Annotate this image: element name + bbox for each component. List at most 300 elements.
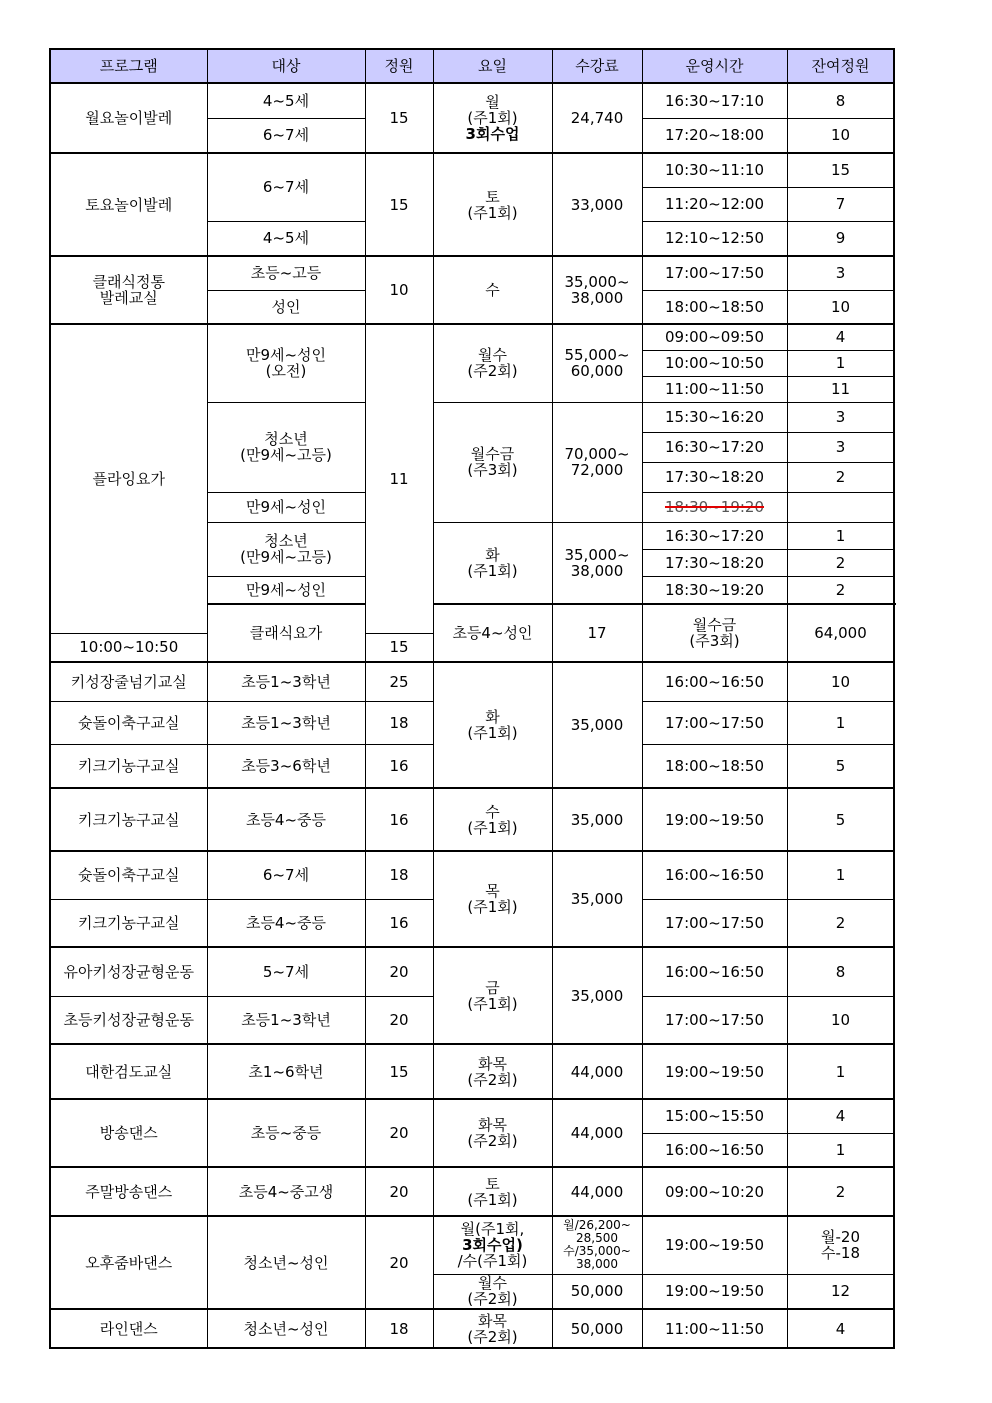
table-cell bbox=[642, 462, 787, 492]
cell-line: 월(주1회, bbox=[460, 1220, 525, 1239]
table-cell bbox=[50, 788, 207, 851]
table-row bbox=[50, 1099, 894, 1133]
cell-text: 청소년~성인 bbox=[243, 1319, 329, 1338]
table-cell bbox=[787, 376, 894, 402]
table-cell bbox=[642, 350, 787, 376]
cell-text: 10:00~10:50 bbox=[664, 354, 765, 372]
cell-text: 4 bbox=[835, 1107, 846, 1126]
table-cell bbox=[787, 851, 894, 899]
cell-text: 20 bbox=[389, 1182, 409, 1201]
table-row bbox=[50, 1044, 894, 1099]
table-cell bbox=[787, 549, 894, 576]
cell-line: (주1회) bbox=[467, 109, 518, 127]
cell-text: 청소년~성인 bbox=[243, 1253, 329, 1272]
cell-line: 수-18 bbox=[821, 1244, 860, 1263]
cell-text: 12:10~12:50 bbox=[664, 229, 765, 248]
cell-text: 18:00~18:50 bbox=[664, 756, 765, 775]
table-cell bbox=[787, 1274, 894, 1309]
cell-text: 오후줌바댄스 bbox=[85, 1253, 173, 1272]
table-cell bbox=[365, 324, 433, 633]
cell-line: 수/35,000~ bbox=[563, 1244, 631, 1259]
table-cell bbox=[50, 1044, 207, 1099]
cell-text: 초등4~중고생 bbox=[238, 1182, 334, 1201]
table-row bbox=[50, 851, 894, 899]
cell-text: 09:00~09:50 bbox=[664, 328, 765, 347]
table-cell bbox=[433, 662, 552, 788]
cell-text: 수 bbox=[485, 281, 500, 299]
table-cell bbox=[552, 522, 642, 604]
cell-text: 24,740 bbox=[570, 109, 624, 127]
cell-text: 키크기농구교실 bbox=[78, 810, 180, 829]
cell-line: 35,000~ bbox=[564, 545, 630, 564]
cell-text: 10 bbox=[389, 281, 409, 299]
cell-text: 15 bbox=[389, 195, 409, 214]
cell-line: 38,000 bbox=[576, 1257, 618, 1272]
table-body bbox=[50, 83, 894, 1348]
table-cell bbox=[433, 1274, 552, 1309]
cell-text: 1 bbox=[835, 1062, 846, 1081]
table-cell bbox=[433, 788, 552, 851]
table-cell bbox=[787, 290, 894, 324]
cell-text: 10:00~10:50 bbox=[79, 638, 179, 657]
table-cell bbox=[642, 947, 787, 996]
table-cell bbox=[552, 662, 642, 788]
table-cell bbox=[552, 788, 642, 851]
cell-line: 28,500 bbox=[576, 1231, 618, 1246]
cell-line: (주2회) bbox=[467, 1132, 518, 1150]
table-cell bbox=[365, 662, 433, 701]
table-cell bbox=[787, 522, 894, 549]
cell-line: 토 bbox=[485, 1174, 500, 1193]
cell-text: 10:30~11:10 bbox=[664, 161, 765, 180]
cell-line: 화 bbox=[485, 545, 500, 564]
cell-text: 1 bbox=[835, 713, 846, 732]
cell-line: 월수 bbox=[478, 346, 507, 365]
table-row bbox=[50, 256, 894, 290]
cell-text: 초1~6학년 bbox=[248, 1062, 324, 1081]
table-cell bbox=[787, 402, 894, 432]
table-row bbox=[50, 153, 894, 187]
table-cell bbox=[50, 996, 207, 1044]
table-cell bbox=[207, 851, 365, 899]
table-cell bbox=[207, 221, 365, 256]
table-row bbox=[50, 83, 894, 118]
cell-text: 키크기농구교실 bbox=[78, 913, 180, 932]
cell-text: 20 bbox=[389, 962, 409, 981]
cell-line: 토 bbox=[485, 187, 500, 206]
header-time: 운영시간 bbox=[642, 49, 787, 83]
cell-text: 17:30~18:20 bbox=[664, 553, 765, 572]
table-cell bbox=[365, 153, 433, 256]
cell-text: 성인 bbox=[271, 297, 301, 316]
cell-line: (주2회) bbox=[467, 1327, 518, 1346]
table-cell bbox=[207, 290, 365, 324]
table-cell bbox=[787, 996, 894, 1044]
table-cell bbox=[642, 1309, 787, 1348]
cell-text: 17:00~17:50 bbox=[664, 913, 765, 932]
cell-line: 금 bbox=[485, 978, 500, 997]
cell-text: 초등4~중등 bbox=[245, 913, 327, 932]
cell-text: 16:00~16:50 bbox=[664, 866, 765, 885]
cell-text: 9 bbox=[835, 229, 846, 248]
table-cell bbox=[50, 256, 207, 324]
cell-line: (주2회) bbox=[467, 362, 518, 381]
cell-line: (오전) bbox=[265, 362, 307, 381]
table-cell bbox=[552, 153, 642, 256]
cell-text: 18 bbox=[389, 1319, 409, 1338]
header-target: 대상 bbox=[207, 49, 365, 83]
table-cell bbox=[642, 522, 787, 549]
cell-text: 키크기농구교실 bbox=[78, 756, 180, 775]
cell-text: 6~7세 bbox=[262, 126, 310, 145]
class-schedule-table bbox=[49, 48, 895, 1349]
cell-line: 38,000 bbox=[570, 561, 624, 580]
cell-text: 10 bbox=[830, 1010, 851, 1029]
cell-text: 17:00~17:50 bbox=[664, 1010, 765, 1029]
cell-text: 15 bbox=[389, 1062, 409, 1081]
cell-text: 44,000 bbox=[570, 1182, 624, 1201]
cell-text: 초등1~3학년 bbox=[241, 713, 331, 732]
table-cell bbox=[642, 187, 787, 221]
table-cell bbox=[365, 701, 433, 744]
cell-line: 월 bbox=[485, 93, 500, 111]
table-cell bbox=[787, 1167, 894, 1216]
table-cell bbox=[433, 851, 552, 947]
header-row bbox=[50, 49, 894, 83]
table-cell bbox=[433, 1216, 552, 1274]
cell-line: 청소년 bbox=[264, 430, 308, 448]
cell-text: 4~5세 bbox=[262, 229, 310, 248]
cell-text: 1 bbox=[835, 1140, 846, 1159]
cell-text: 18:30~19:20 bbox=[664, 498, 765, 516]
table-cell bbox=[642, 376, 787, 402]
table-cell bbox=[642, 1167, 787, 1216]
table-cell bbox=[365, 1099, 433, 1167]
cell-text: 6~7세 bbox=[262, 866, 310, 885]
table-cell bbox=[433, 256, 552, 324]
cell-text: 4~5세 bbox=[262, 91, 310, 110]
table-cell bbox=[433, 1099, 552, 1167]
table-cell bbox=[552, 1099, 642, 1167]
cell-line: (주3회) bbox=[467, 461, 518, 479]
table-cell bbox=[365, 1044, 433, 1099]
cell-line: 클래식정통 bbox=[92, 273, 165, 291]
table-cell bbox=[642, 996, 787, 1044]
table-cell bbox=[787, 1099, 894, 1133]
cell-text: 16 bbox=[389, 756, 409, 775]
cell-text: 초등~고등 bbox=[250, 264, 322, 283]
table-cell bbox=[787, 1309, 894, 1348]
cell-text: 11:00~11:50 bbox=[664, 1319, 765, 1338]
cell-line: (주1회) bbox=[467, 1190, 518, 1209]
table-cell bbox=[433, 324, 552, 402]
cell-text: 2 bbox=[835, 1182, 846, 1201]
cell-line: (주1회) bbox=[467, 818, 518, 837]
table-cell bbox=[50, 324, 207, 633]
cell-text: 주말방송댄스 bbox=[85, 1182, 173, 1201]
table-row bbox=[50, 1216, 894, 1274]
table-cell bbox=[207, 1044, 365, 1099]
cell-text: 대한검도교실 bbox=[85, 1062, 173, 1081]
cell-text: 15 bbox=[389, 638, 409, 657]
table-cell bbox=[433, 83, 552, 153]
table-cell bbox=[365, 851, 433, 899]
table-cell bbox=[787, 83, 894, 118]
cell-text: 35,000 bbox=[570, 986, 624, 1005]
table-cell bbox=[365, 947, 433, 996]
cell-line: 화목 bbox=[478, 1311, 507, 1330]
cell-text: 초등키성장균형운동 bbox=[63, 1010, 194, 1029]
table-cell bbox=[207, 83, 365, 118]
cell-text: 11 bbox=[389, 469, 409, 488]
cell-line: (주2회) bbox=[467, 1290, 518, 1309]
cell-text: 만9세~성인 bbox=[245, 498, 327, 516]
table-cell bbox=[207, 701, 365, 744]
cell-text: 20 bbox=[389, 1253, 409, 1272]
table-cell bbox=[552, 256, 642, 324]
cell-text: 10 bbox=[830, 297, 851, 316]
table-cell bbox=[365, 996, 433, 1044]
header-capacity: 정원 bbox=[365, 49, 433, 83]
cell-text: 20 bbox=[389, 1010, 409, 1029]
table-cell bbox=[207, 324, 365, 402]
table-cell bbox=[787, 492, 894, 522]
table-cell bbox=[552, 1167, 642, 1216]
header-remaining: 잔여정원 bbox=[787, 49, 894, 83]
cell-text: 17:00~17:50 bbox=[664, 264, 765, 283]
table-cell bbox=[552, 851, 642, 947]
cell-text: 5 bbox=[835, 810, 846, 829]
cell-text: 16:00~16:50 bbox=[664, 962, 765, 981]
cell-text: 8 bbox=[835, 962, 846, 981]
table-cell bbox=[787, 701, 894, 744]
table-cell bbox=[787, 153, 894, 187]
table-cell bbox=[552, 1216, 642, 1274]
table-cell bbox=[552, 604, 642, 662]
cell-text: 16 bbox=[389, 913, 409, 932]
table-cell bbox=[365, 633, 433, 662]
cell-line: (주3회) bbox=[689, 632, 740, 650]
table-row bbox=[50, 662, 894, 701]
cell-text: 15 bbox=[830, 161, 851, 180]
cell-text: 2 bbox=[835, 468, 846, 486]
cell-text: 17:30~18:20 bbox=[664, 468, 765, 486]
cell-text: 15 bbox=[389, 109, 409, 127]
table-cell bbox=[787, 662, 894, 701]
table-cell bbox=[50, 1216, 207, 1309]
table-cell bbox=[552, 83, 642, 153]
cell-text: 15:00~15:50 bbox=[664, 1107, 765, 1126]
cell-text: 6~7세 bbox=[262, 178, 310, 197]
cell-text: 19:00~19:50 bbox=[664, 810, 765, 829]
cell-line: 청소년 bbox=[264, 532, 308, 550]
cell-line: 발레교실 bbox=[99, 289, 158, 307]
header-program: 프로그램 bbox=[50, 49, 207, 83]
cell-line: 3회수업) bbox=[462, 1236, 523, 1255]
cell-text: 3 bbox=[835, 438, 846, 456]
table-cell bbox=[207, 153, 365, 221]
cell-line: 38,000 bbox=[570, 289, 624, 307]
table-cell bbox=[50, 701, 207, 744]
cell-text: 35,000 bbox=[570, 716, 624, 734]
table-cell bbox=[207, 1099, 365, 1167]
cell-text: 19:00~19:50 bbox=[664, 1236, 765, 1255]
cell-text: 클래식요가 bbox=[249, 624, 323, 642]
table-cell bbox=[207, 522, 365, 576]
cell-text: 플라잉요가 bbox=[92, 469, 165, 488]
table-cell bbox=[642, 788, 787, 851]
cell-text: 2 bbox=[835, 913, 846, 932]
table-cell bbox=[207, 662, 365, 701]
cell-text: 09:00~10:20 bbox=[664, 1182, 765, 1201]
table-cell bbox=[365, 744, 433, 788]
table-row bbox=[50, 788, 894, 851]
cell-text: 20 bbox=[389, 1124, 409, 1142]
table-cell bbox=[642, 701, 787, 744]
table-cell bbox=[552, 947, 642, 1044]
cell-text: 18:00~18:50 bbox=[664, 297, 765, 316]
cell-text: 16:00~16:50 bbox=[664, 672, 765, 691]
cell-text: 1 bbox=[835, 354, 846, 372]
cell-text: 16:30~17:20 bbox=[664, 526, 765, 545]
table-cell bbox=[642, 492, 787, 522]
cell-line: (주1회) bbox=[467, 203, 518, 222]
table-cell bbox=[365, 1216, 433, 1309]
table-cell bbox=[50, 153, 207, 256]
table-cell bbox=[787, 604, 894, 662]
table-cell bbox=[642, 1133, 787, 1167]
table-cell bbox=[787, 118, 894, 153]
table-cell bbox=[787, 947, 894, 996]
table-cell bbox=[50, 1167, 207, 1216]
table-cell bbox=[365, 1309, 433, 1348]
table-cell bbox=[50, 744, 207, 788]
table-cell bbox=[642, 221, 787, 256]
table-cell bbox=[433, 1167, 552, 1216]
table-header bbox=[50, 49, 894, 83]
table-cell bbox=[50, 633, 207, 662]
table-row bbox=[50, 947, 894, 996]
cell-text: 초등1~3학년 bbox=[241, 1010, 331, 1029]
cell-line: 화 bbox=[485, 708, 500, 726]
table-cell bbox=[433, 153, 552, 256]
cell-line: 목 bbox=[485, 882, 500, 900]
cell-text: 44,000 bbox=[570, 1124, 624, 1142]
table-cell bbox=[787, 788, 894, 851]
table-cell bbox=[50, 947, 207, 996]
cell-line: 화목 bbox=[478, 1116, 507, 1134]
cell-text: 50,000 bbox=[570, 1282, 624, 1301]
table-cell bbox=[207, 402, 365, 492]
cell-text: 18 bbox=[389, 866, 409, 885]
cell-line: 월-20 bbox=[821, 1228, 860, 1247]
cell-text: 슛돌이축구교실 bbox=[78, 713, 180, 732]
cell-line: 60,000 bbox=[570, 362, 624, 381]
cell-text: 64,000 bbox=[814, 624, 867, 642]
cell-text: 17:00~17:50 bbox=[664, 713, 765, 732]
header-day: 요일 bbox=[433, 49, 552, 83]
table-row bbox=[50, 324, 894, 350]
cell-text: 19:00~19:50 bbox=[664, 1282, 765, 1301]
cell-line: (주1회) bbox=[467, 898, 518, 916]
table-cell bbox=[207, 899, 365, 947]
cell-text: 35,000 bbox=[570, 810, 624, 829]
cell-text: 18:30~19:20 bbox=[664, 580, 765, 599]
table-cell bbox=[642, 324, 787, 350]
cell-text: 초등1~3학년 bbox=[241, 672, 331, 691]
cell-text: 33,000 bbox=[570, 195, 624, 214]
table-cell bbox=[207, 604, 365, 662]
table-cell bbox=[433, 947, 552, 1044]
table-cell bbox=[642, 1044, 787, 1099]
cell-text: 방송댄스 bbox=[99, 1124, 158, 1142]
cell-line: /수(주1회) bbox=[457, 1252, 528, 1271]
cell-text: 4 bbox=[835, 328, 846, 347]
cell-line: 70,000~ bbox=[564, 445, 630, 463]
cell-text: 17 bbox=[587, 624, 607, 642]
table-cell bbox=[207, 256, 365, 290]
cell-line: 3회수업 bbox=[465, 125, 520, 143]
cell-line: 월수금 bbox=[692, 616, 737, 634]
table-cell bbox=[365, 256, 433, 324]
cell-line: 월수금 bbox=[470, 445, 515, 463]
table-cell bbox=[552, 1274, 642, 1309]
table-cell bbox=[642, 662, 787, 701]
table-cell bbox=[642, 290, 787, 324]
cell-line: 월/26,200~ bbox=[563, 1218, 631, 1233]
cell-text: 만9세~성인 bbox=[245, 580, 327, 599]
cell-text: 토요놀이발레 bbox=[85, 195, 173, 214]
table-row bbox=[50, 1309, 894, 1348]
cell-line: 35,000~ bbox=[564, 273, 630, 291]
table-cell bbox=[207, 1216, 365, 1309]
table-cell bbox=[787, 324, 894, 350]
cell-text: 10 bbox=[830, 672, 851, 691]
table-cell bbox=[787, 1044, 894, 1099]
table-cell bbox=[642, 118, 787, 153]
table-cell bbox=[207, 118, 365, 153]
cell-text: 16:30~17:10 bbox=[664, 91, 765, 110]
cell-line: (만9세~고등) bbox=[240, 548, 332, 566]
table-cell bbox=[642, 256, 787, 290]
cell-text: 16 bbox=[389, 810, 409, 829]
table-cell bbox=[50, 1309, 207, 1348]
table-cell bbox=[642, 402, 787, 432]
table-cell bbox=[787, 256, 894, 290]
header-fee: 수강료 bbox=[552, 49, 642, 83]
cell-text: 10 bbox=[830, 126, 851, 145]
table-cell bbox=[642, 549, 787, 576]
table-cell bbox=[433, 522, 552, 604]
cell-text: 3 bbox=[835, 264, 846, 283]
table-cell bbox=[365, 1167, 433, 1216]
cell-text: 3 bbox=[835, 408, 846, 426]
cell-text: 19:00~19:50 bbox=[664, 1062, 765, 1081]
table-cell bbox=[365, 788, 433, 851]
cell-text: 1 bbox=[835, 526, 846, 545]
table-cell bbox=[433, 1044, 552, 1099]
cell-text: 11:20~12:00 bbox=[664, 195, 765, 213]
cell-line: 화목 bbox=[478, 1054, 507, 1073]
cell-text: 44,000 bbox=[570, 1062, 624, 1081]
cell-text: 15:30~16:20 bbox=[664, 408, 765, 426]
table-cell bbox=[552, 1309, 642, 1348]
cell-text: 초등4~중등 bbox=[245, 810, 327, 829]
table-cell bbox=[787, 744, 894, 788]
table-cell bbox=[787, 1216, 894, 1274]
table-cell bbox=[207, 996, 365, 1044]
table-cell bbox=[787, 1133, 894, 1167]
